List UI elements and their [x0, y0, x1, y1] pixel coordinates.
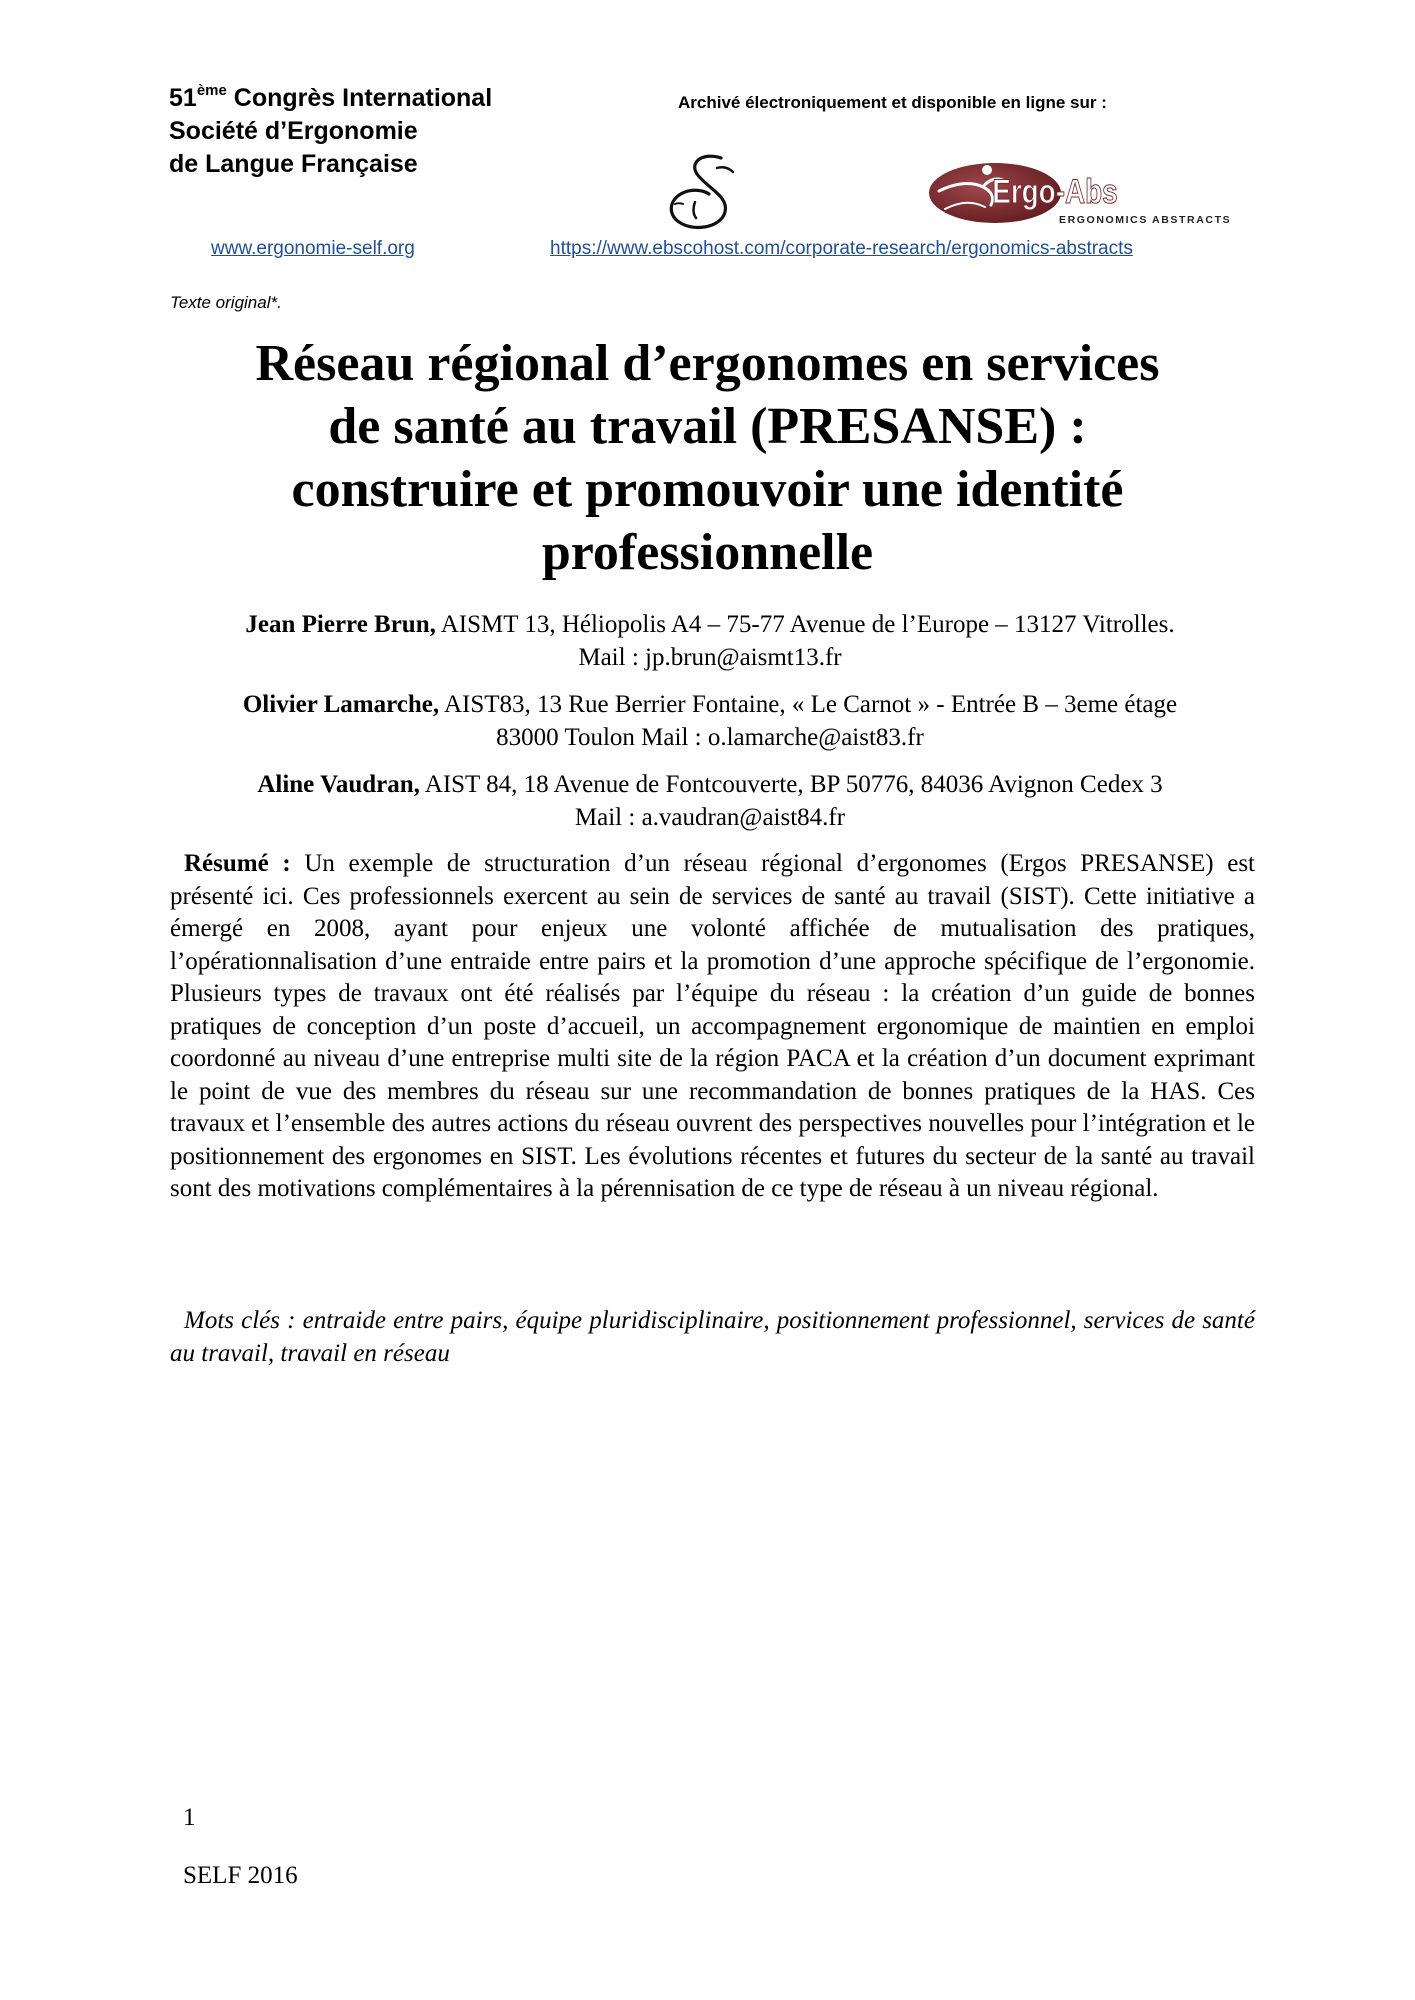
self-logo-icon: [663, 152, 753, 234]
conference-line-1: 51ème Congrès International: [169, 82, 493, 112]
author-contact: Mail : jp.brun@aismt13.fr: [578, 644, 842, 671]
page-number: 1: [183, 1804, 196, 1831]
ergo-abs-logo: [925, 157, 1232, 229]
author-entry: [160, 768, 1260, 834]
title-line: professionnelle: [541, 524, 874, 581]
conference-line-3: de Langue Française: [169, 150, 418, 178]
author-name: Jean Pierre Brun,: [245, 611, 436, 638]
logo-sub-text: ERGONOMICS ABSTRACTS: [1059, 214, 1232, 226]
keywords-label: Mots clés :: [184, 1307, 296, 1334]
author-affiliation: AIST83, 13 Rue Berrier Fontaine, « Le Carnot » - Entrée B – 3eme étage: [439, 691, 1178, 718]
author-name: Olivier Lamarche,: [242, 691, 440, 718]
authors-block: [160, 608, 1260, 848]
abstract-label: Résumé :: [184, 850, 291, 877]
ordinal-suffix: ème: [196, 82, 227, 99]
original-text-note: Texte original*.: [170, 293, 282, 312]
author-affiliation: AISMT 13, Héliopolis A4 – 75-77 Avenue de l’Europe – 13127 Vitrolles.: [435, 611, 1175, 638]
title-line: Réseau régional d’ergonomes en services: [255, 335, 1160, 392]
title-line: construire et promouvoir une identité: [291, 461, 1124, 518]
keywords: [170, 1305, 1255, 1370]
title-line: de santé au travail (PRESANSE) :: [328, 398, 1087, 455]
ebsco-link[interactable]: https://www.ebscohost.com/corporate-research/ergonomics-abstracts: [550, 238, 1133, 259]
author-entry: [160, 688, 1260, 754]
paper-title: [150, 332, 1265, 584]
author-contact: 83000 Toulon Mail : o.lamarche@aist83.fr: [496, 724, 924, 751]
author-name: Aline Vaudran,: [257, 771, 420, 798]
conference-line-2: Société d’Ergonomie: [169, 117, 418, 145]
author-affiliation: AIST 84, 18 Avenue de Fontcouverte, BP 50776, 84036 Avignon Cedex 3: [419, 771, 1163, 798]
self-website-link[interactable]: www.ergonomie-self.org: [211, 238, 415, 259]
archive-note: Archivé électroniquement et disponible en ligne sur :: [678, 93, 1107, 112]
abstract: [170, 848, 1255, 1206]
logo-main-text: Ergo-Abs: [992, 172, 1118, 211]
author-contact: Mail : a.vaudran@aist84.fr: [574, 804, 846, 831]
abstract-text: Un exemple de structuration d’un réseau régional d’ergonomes (Ergos PRESANSE) est présenté ici. Ces professionnels exercent au sein de services de santé au travail (SIST). Cette initiative a émergé en 2008, ayant pour enjeux une volonté affichée de mutualisation des pratiques, l’opérationnalisation d’une entraide entre pairs et la promotion d’une approche spécifique de l’ergonomie. Plusieurs types de travaux ont été réalisés par l’équipe du réseau : la création d’un guide de bonnes pratiques de conception d’un poste d’accueil, un accompagnement ergonomique de maintien en emploi coordonné au niveau d’une entreprise multi site de la région PACA et la création d’un document exprimant le point de vue des membres du réseau sur une recommandation de bonnes pratiques de la HAS. Ces travaux et l’ensemble des autres actions du réseau ouvrent des perspectives nouvelles pour l’intégration et le positionnement des ergonomes en SIST. Les évolutions récentes et futures du secteur de la santé au travail sont des motivations complémentaires à la pérennisation de ce type de réseau à un niveau régional.: [170, 850, 1255, 1202]
conference-header: [169, 82, 492, 181]
keywords-text: entraide entre pairs, équipe pluridisciplinaire, positionnement professionnel, services de santé au travail, travail en réseau: [170, 1307, 1255, 1367]
author-entry: [160, 608, 1260, 674]
footer-text: SELF 2016: [183, 1862, 298, 1889]
